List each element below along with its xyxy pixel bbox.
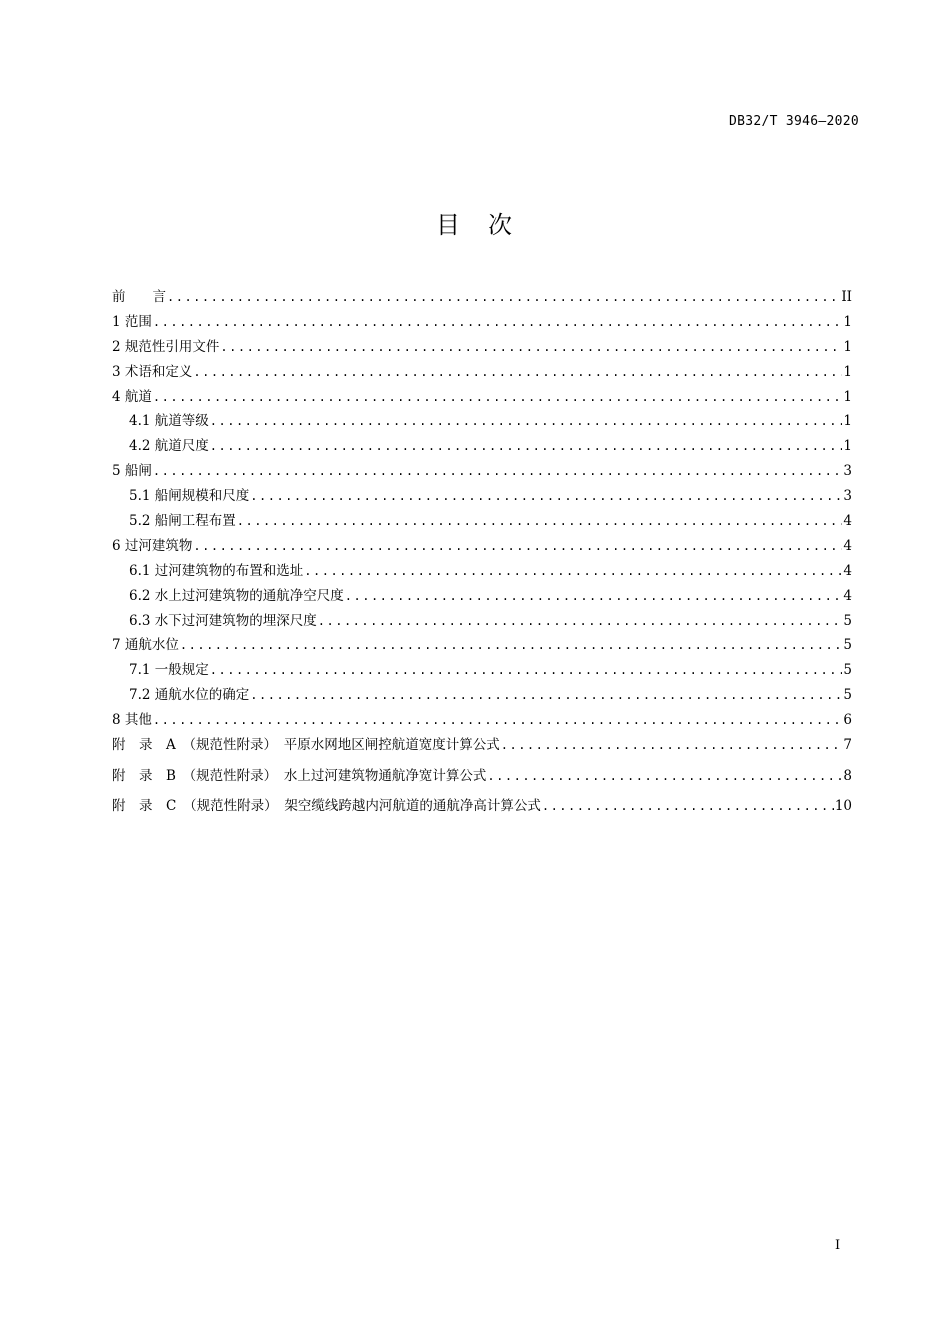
toc-entry-page: 4 bbox=[843, 513, 852, 530]
toc-leader-dots bbox=[193, 539, 842, 553]
table-of-contents bbox=[112, 285, 852, 825]
toc-leader-dots bbox=[153, 390, 843, 404]
toc-entry[interactable] bbox=[112, 385, 852, 410]
toc-leader-dots bbox=[167, 290, 840, 304]
toc-entry-label: 7.2 通航水位的确定 bbox=[129, 687, 250, 704]
toc-entry[interactable] bbox=[112, 335, 852, 360]
toc-entry-label: 6.2 水上过河建筑物的通航净空尺度 bbox=[129, 587, 344, 604]
toc-entry[interactable] bbox=[112, 609, 852, 634]
toc-leader-dots bbox=[180, 638, 843, 652]
toc-entry-page: 4 bbox=[843, 562, 852, 579]
toc-entry-label: 6.1 过河建筑物的布置和选址 bbox=[129, 562, 304, 579]
toc-entry[interactable] bbox=[112, 534, 852, 559]
toc-entry-page: 5 bbox=[843, 662, 852, 679]
toc-entry-label: 4 航道 bbox=[112, 388, 152, 405]
toc-entry-page: 5 bbox=[843, 637, 852, 654]
toc-entry-page: 8 bbox=[843, 767, 852, 784]
toc-entry-label: 6.3 水下过河建筑物的埋深尺度 bbox=[129, 612, 317, 629]
toc-entry[interactable] bbox=[112, 360, 852, 385]
toc-entry[interactable] bbox=[112, 509, 852, 534]
toc-entry[interactable] bbox=[112, 794, 852, 825]
toc-entry-label: 5.1 船闸规模和尺度 bbox=[129, 488, 250, 505]
toc-entry-page: 7 bbox=[843, 737, 852, 754]
toc-entry-label: 1 范围 bbox=[112, 313, 152, 330]
document-code: DB32/T 3946—2020 bbox=[728, 114, 859, 129]
toc-entry-page: 1 bbox=[843, 313, 852, 330]
toc-entry[interactable] bbox=[112, 310, 852, 335]
toc-title: 目 次 bbox=[436, 211, 514, 239]
toc-entry[interactable] bbox=[112, 434, 852, 459]
toc-entry-label: 5.2 船闸工程布置 bbox=[129, 513, 236, 530]
toc-entry-page: 1 bbox=[843, 413, 852, 430]
toc-entry-page: 3 bbox=[843, 488, 852, 505]
toc-entry-label: 附 录 C （规范性附录） 架空缆线跨越内河航道的通航净高计算公式 bbox=[112, 798, 541, 815]
toc-leader-dots bbox=[210, 439, 843, 453]
toc-entry[interactable] bbox=[112, 285, 852, 310]
toc-entry[interactable] bbox=[112, 559, 852, 584]
toc-entry-page: 1 bbox=[843, 438, 852, 455]
toc-entry[interactable] bbox=[112, 683, 852, 708]
toc-entry[interactable] bbox=[112, 708, 852, 733]
toc-entry[interactable] bbox=[112, 459, 852, 484]
toc-entry-label: 4.2 航道尺度 bbox=[129, 438, 209, 455]
toc-entry-label: 3 术语和定义 bbox=[112, 363, 193, 380]
toc-entry-label: 7 通航水位 bbox=[112, 637, 179, 654]
toc-entry[interactable] bbox=[112, 633, 852, 658]
toc-leader-dots bbox=[250, 489, 842, 503]
toc-entry-page: 4 bbox=[843, 587, 852, 604]
toc-leader-dots bbox=[542, 799, 834, 813]
toc-entry-label: 2 规范性引用文件 bbox=[112, 338, 220, 355]
toc-leader-dots bbox=[193, 365, 842, 379]
toc-leader-dots bbox=[345, 589, 843, 603]
toc-entry[interactable] bbox=[112, 409, 852, 434]
toc-entry-page: 1 bbox=[843, 388, 852, 405]
toc-leader-dots bbox=[210, 663, 843, 677]
toc-leader-dots bbox=[153, 315, 843, 329]
toc-entry-label: 附 录 B （规范性附录） 水上过河建筑物通航净宽计算公式 bbox=[112, 767, 487, 784]
toc-entry-page: 4 bbox=[843, 537, 852, 554]
toc-entry-page: 5 bbox=[843, 612, 852, 629]
toc-entry-page: 1 bbox=[843, 338, 852, 355]
toc-entry-page: 1 bbox=[843, 363, 852, 380]
toc-leader-dots bbox=[304, 564, 842, 578]
toc-leader-dots bbox=[237, 514, 843, 528]
toc-entry-label: 8 其他 bbox=[112, 712, 152, 729]
toc-entry-label: 7.1 一般规定 bbox=[129, 662, 209, 679]
toc-entry-page: 3 bbox=[843, 463, 852, 480]
toc-entry-label: 6 过河建筑物 bbox=[112, 537, 193, 554]
toc-leader-dots bbox=[250, 688, 842, 702]
toc-entry-page: 10 bbox=[834, 798, 852, 815]
toc-entry[interactable] bbox=[112, 584, 852, 609]
toc-entry[interactable] bbox=[112, 484, 852, 509]
toc-entry[interactable] bbox=[112, 764, 852, 795]
toc-leader-dots bbox=[210, 414, 843, 428]
toc-entry-page: II bbox=[841, 289, 852, 305]
toc-entry[interactable] bbox=[112, 658, 852, 683]
toc-entry-label: 5 船闸 bbox=[112, 463, 152, 480]
toc-leader-dots bbox=[501, 738, 843, 752]
toc-entry-page: 5 bbox=[843, 687, 852, 704]
toc-entry-label: 前 言 bbox=[112, 289, 166, 305]
toc-leader-dots bbox=[220, 340, 842, 354]
toc-leader-dots bbox=[487, 769, 842, 783]
toc-entry-label: 附 录 A （规范性附录） 平原水网地区闸控航道宽度计算公式 bbox=[112, 737, 500, 754]
page-number: I bbox=[835, 1238, 841, 1253]
toc-entry-label: 4.1 航道等级 bbox=[129, 413, 209, 430]
toc-leader-dots bbox=[153, 464, 843, 478]
toc-leader-dots bbox=[318, 614, 843, 628]
toc-leader-dots bbox=[153, 713, 843, 727]
toc-entry[interactable] bbox=[112, 733, 852, 764]
toc-entry-page: 6 bbox=[843, 712, 852, 729]
